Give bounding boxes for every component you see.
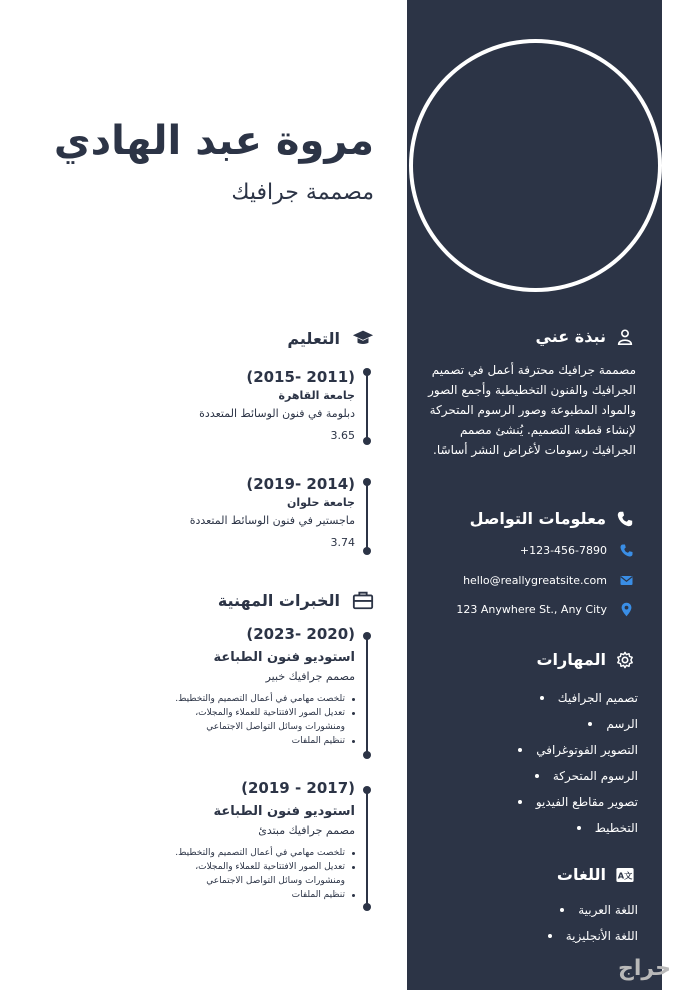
phone-icon [616,510,634,528]
graduation-cap-icon [352,327,374,349]
timeline-line [366,482,368,548]
map-pin-icon [619,602,634,617]
education-gpa: 3.65 [330,429,355,442]
education-entry [190,474,355,552]
experience-entry [165,624,355,748]
timeline-dot [363,751,371,759]
watermark-logo: حراج [618,956,671,981]
contact-email-row [463,573,634,588]
skill-item: تصميم الجرافيك [518,685,638,711]
duty-item: تلخصت مهامي في أعمال التصميم والتخطيط. [165,692,355,706]
education-period: (2011 -2015) [246,368,355,386]
envelope-icon [619,573,634,588]
contact-email: hello@reallygreatsite.com [463,574,607,587]
experience-period: (2017 - 2019) [241,779,355,797]
timeline-dot [363,903,371,911]
skill-item: التخطيط [518,815,638,841]
education-gpa: 3.74 [330,536,355,549]
education-institution: جامعة حلوان [286,496,355,509]
skill-item: التصوير الفوتوغرافي [518,737,638,763]
timeline-dot [363,547,371,555]
skills-list [518,685,638,841]
contact-address: 123 Anywhere St., Any City [456,603,607,616]
education-degree: ماجستير في فنون الوسائط المتعددة [189,514,355,527]
timeline-line [366,372,368,438]
education-degree: دبلومة في فنون الوسائط المتعددة [199,407,355,420]
experience-position: مصمم جرافيك خبير [265,670,355,683]
languages-list [548,897,638,949]
profile-photo [413,43,658,288]
contact-heading: معلومات التواصل [470,509,634,528]
experience-company: استوديو فنون الطباعة [213,650,355,665]
resume-title: مصممة جرافيك [231,180,374,205]
education-entry [199,367,355,445]
contact-address-row [456,602,634,617]
experience-period: (2020 -2023) [246,625,355,643]
translate-icon [616,866,634,884]
contact-phone: +123-456-7890 [519,544,607,557]
skill-item: الرسوم المتحركة [518,763,638,789]
duty-item: تعديل الصور الافتتاحية للعملاء والمجلات، ومنشورات وسائل التواصل الاجتماعي [165,706,355,734]
duty-item: تنظيم الملفات [165,734,355,748]
duty-item: تنظيم الملفات [165,888,355,902]
phone-icon [619,543,634,558]
svg-text:A文: A文 [617,869,633,880]
experience-company: استوديو فنون الطباعة [213,804,355,819]
education-heading: التعليم [287,327,374,349]
timeline-dot [363,786,371,794]
about-text: مصممة جرافيك محترفة أعمل في تصميم الجرافيك والفنون التخطيطية وأجمع الصور والمواد المطبوعة وصور الرسوم المتحركة لإنشاء قطعة التصميم. يُنشئ مصمم الجرافيك رسومات لأغراض النشر أساسًا. [428,363,636,457]
language-item: اللغة العربية [548,897,638,923]
skill-item: الرسم [518,711,638,737]
about-heading: نبذة عني [536,327,634,346]
languages-heading: A文 اللغات [556,865,633,884]
education-institution: جامعة القاهرة [278,389,355,402]
timeline-dot [363,368,371,376]
experience-duties [165,692,355,748]
skill-item: تصوير مقاطع الفيديو [518,789,638,815]
experience-position: مصمم جرافيك مبتدئ [258,824,355,837]
timeline-line [366,790,368,908]
education-period: (2014 -2019) [246,475,355,493]
timeline-dot [363,478,371,486]
resume-name: مروة عبد الهادي [53,118,374,164]
user-icon [616,328,634,346]
timeline-dot [363,437,371,445]
timeline-dot [363,632,371,640]
briefcase-icon [352,589,374,611]
duty-item: تلخصت مهامي في أعمال التصميم والتخطيط. [165,846,355,860]
language-item: اللغة الأنجليزية [548,923,638,949]
experience-heading: الخبرات المهنية [218,589,374,611]
timeline-line [366,636,368,756]
experience-entry [165,778,355,902]
contact-phone-row [520,543,634,558]
duty-item: تعديل الصور الافتتاحية للعملاء والمجلات، ومنشورات وسائل التواصل الاجتماعي [165,860,355,888]
experience-duties [165,846,355,902]
gear-icon [616,651,634,669]
skills-heading: المهارات [536,650,634,669]
